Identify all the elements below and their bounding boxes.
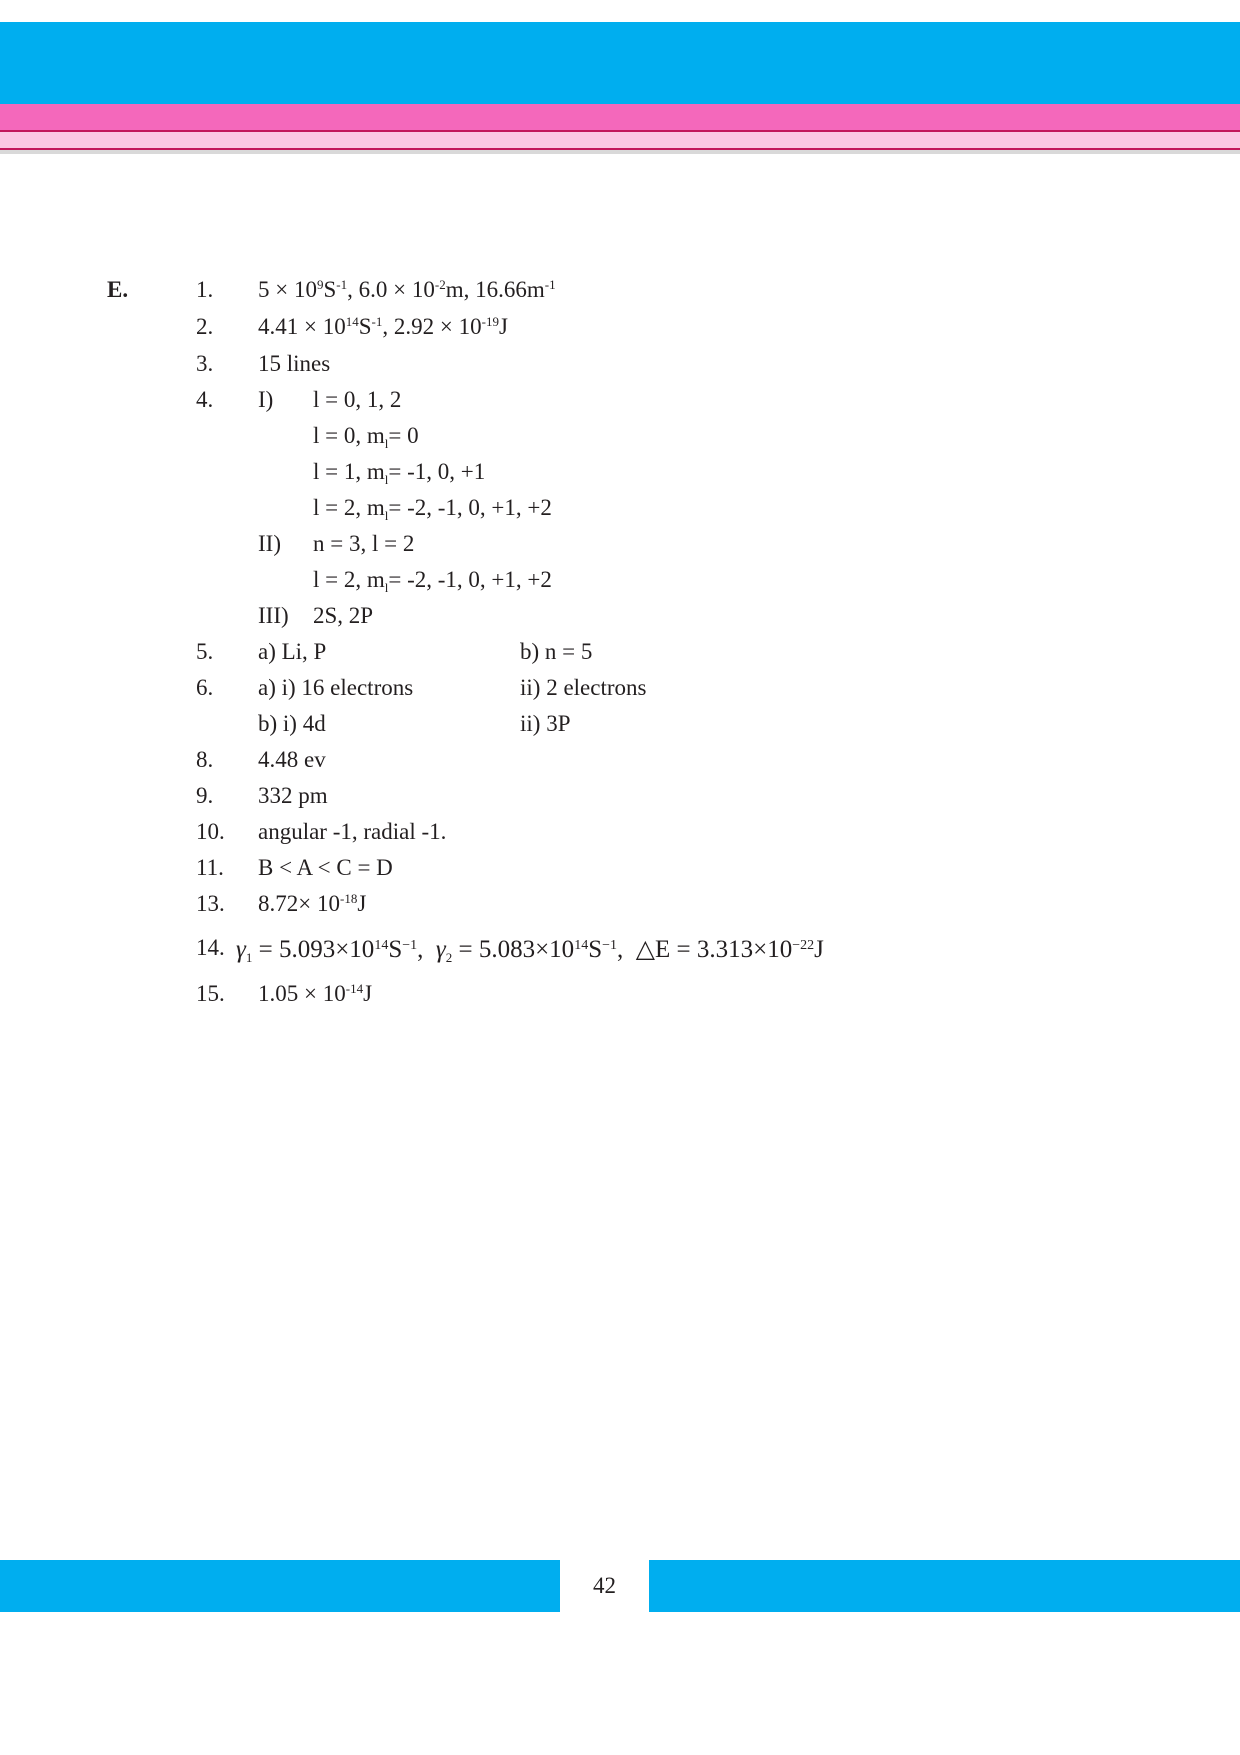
header-grey-line [0,150,1240,154]
answer-text: l = 2, $m_l= -2$, -1, 0, +1, +2 [313,495,552,523]
answer-text: 332 pm [258,783,328,808]
subpart-label: II) [258,531,281,556]
answer-number: 15. [196,981,225,1006]
answer-text: n = 3, l = 2 [313,531,415,556]
answer-text: $1.05 \times 10^{-14}J$ [258,981,373,1006]
answer-text: b) n = 5 [520,639,593,664]
answer-number: 8. [196,747,214,772]
answer-number: 3. [196,351,214,376]
header-blue-band [0,22,1240,104]
answer-number: 11. [196,855,224,880]
answer-text: l = 0, 1, 2 [313,387,402,412]
answer-text: angular -1, radial -1. [258,819,447,844]
footer-blue-band-left [0,1560,560,1612]
answer-text: B < A < C = D [258,855,393,880]
answer-text: ii) 2 electrons [520,675,647,700]
page-number: 42 [593,1573,616,1598]
answer-number: 1. [196,277,214,302]
answer-text: ii) 3P [520,711,571,736]
answer-text: 4.48 ev [258,747,326,772]
answer-text: 15 lines [258,351,331,376]
answer-text: l = 2, $m_l= -2$, -1, 0, +1, +2 [313,567,552,595]
answer-text: 2S, 2P [313,603,374,628]
section-label: E. [107,277,129,302]
answer-text: $4.41 \times 10^{14}S^{-1}$, $2.92 \times 10^{-19}J$ [258,314,508,339]
answer-number: 5. [196,639,214,664]
answer-equation: $\gamma_1 = 5.093\times 10^{14}S^{-1}$, $\gamma_2 = 5.083\times 10^{14}S^{-1}$, △E = $3.313\times 10^{-22}J$ [236,936,824,965]
answer-number: 10. [196,819,225,844]
answer-text: b) i) 4d [258,711,326,736]
header-light-pink-band [0,132,1240,148]
answer-number: 6. [196,675,214,700]
subpart-label: III) [258,603,289,628]
answer-text: $5 \times 10^9S^{-1}$, $6.0 \times 10^{-2}m$, $16.66m^{-1}$ [258,277,556,302]
answer-number: 13. [196,891,225,916]
subpart-label: I) [258,387,274,412]
answer-number: 14. [196,935,225,960]
answer-number: 2. [196,314,214,339]
footer-blue-band-right [649,1560,1240,1612]
answer-text: a) i) 16 electrons [258,675,414,700]
answer-text: $8.72\times 10^{-18}J$ [258,891,367,916]
header-pink-band [0,104,1240,130]
answer-text: l = 1, $m_l= -1$, 0, +1 [313,459,486,487]
answer-text: l = 0, $m_l= 0$ [313,423,419,451]
answer-number: 9. [196,783,214,808]
answer-text: a) Li, P [258,639,327,664]
answer-number: 4. [196,387,214,412]
